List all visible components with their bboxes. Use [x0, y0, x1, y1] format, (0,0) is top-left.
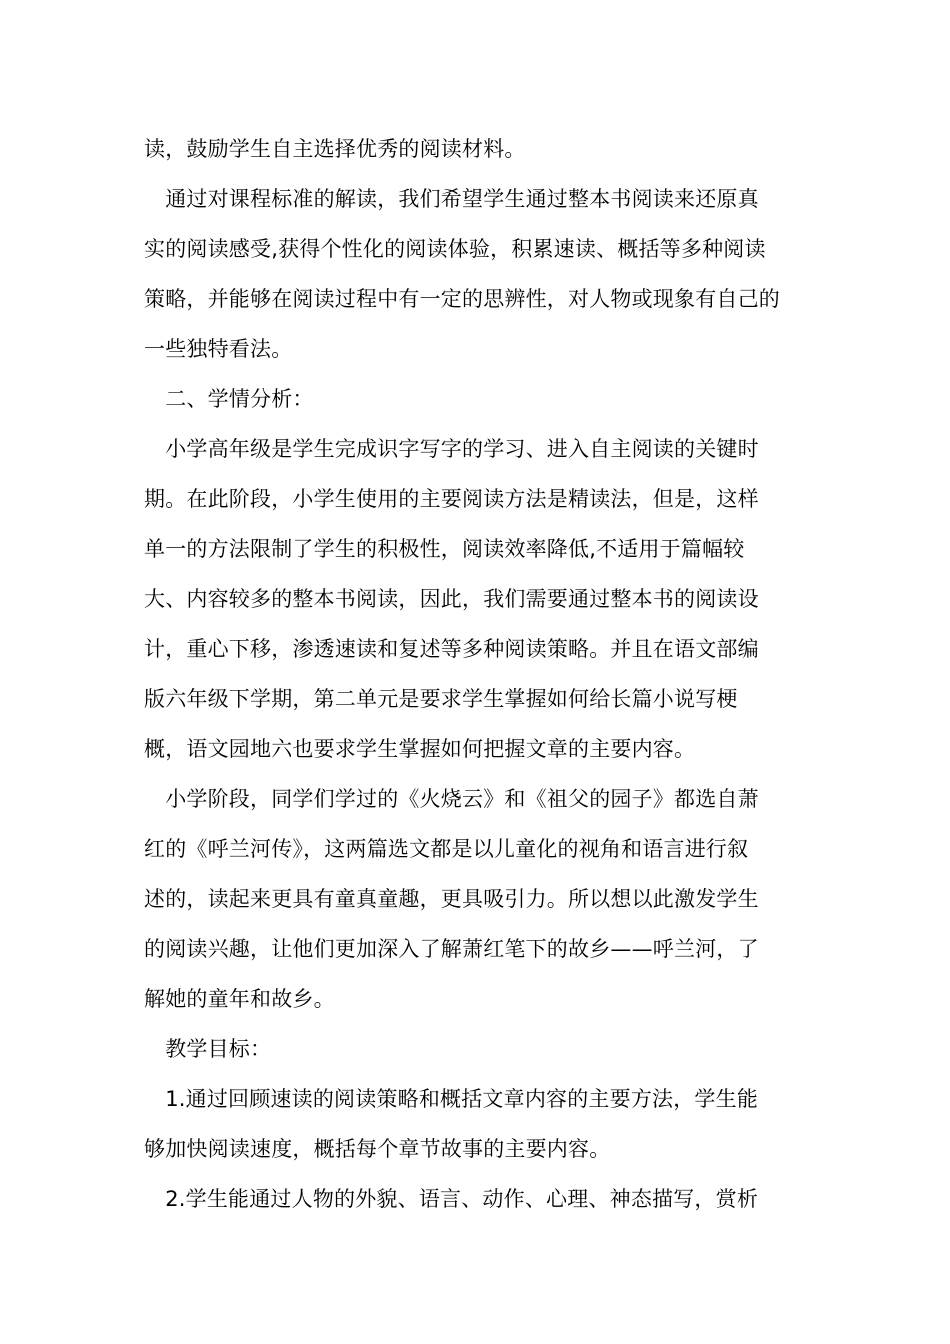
text-line: 计，重心下移，渗透速读和复述等多种阅读策略。并且在语文部编: [144, 637, 759, 661]
text-line: 1.通过回顾速读的阅读策略和概括文章内容的主要方法，学生能: [144, 1087, 759, 1111]
text-line: 概，语文园地六也要求学生掌握如何把握文章的主要内容。: [144, 737, 696, 761]
text-line: 小学高年级是学生完成识字写字的学习、进入自主阅读的关键时: [144, 437, 759, 461]
text-line: 策略，并能够在阅读过程中有一定的思辨性，对人物或现象有自己的: [144, 287, 780, 311]
section-heading: 教学目标：: [144, 1037, 272, 1061]
text-line: 2.学生能通过人物的外貌、语言、动作、心理、神态描写，赏析: [144, 1187, 759, 1211]
text-line: 大、内容较多的整本书阅读，因此，我们需要通过整本书的阅读设: [144, 587, 759, 611]
text-line: 够加快阅读速度，概括每个章节故事的主要内容。: [144, 1137, 611, 1161]
section-heading: 二、学情分析：: [144, 387, 314, 411]
text-line: 红的《呼兰河传》，这两篇选文都是以儿童化的视角和语言进行叙: [144, 837, 749, 861]
text-line: 的阅读兴趣，让他们更加深入了解萧红笔下的故乡——呼兰河，了: [144, 937, 759, 961]
text-line: 一些独特看法。: [144, 337, 293, 361]
text-line: 述的，读起来更具有童真童趣，更具吸引力。所以想以此激发学生: [144, 887, 759, 911]
text-line: 版六年级下学期，第二单元是要求学生掌握如何给长篇小说写梗: [144, 687, 738, 711]
text-line: 读，鼓励学生自主选择优秀的阅读材料。: [144, 137, 526, 161]
document-body: [144, 124, 808, 1224]
text-line: 解她的童年和故乡。: [144, 987, 335, 1011]
text-line: 期。在此阶段，小学生使用的主要阅读方法是精读法，但是，这样: [144, 487, 759, 511]
text-line: 通过对课程标准的解读，我们希望学生通过整本书阅读来还原真: [144, 187, 759, 211]
text-line: 小学阶段，同学们学过的《火烧云》和《祖父的园子》都选自萧: [144, 787, 759, 811]
text-line: 单一的方法限制了学生的积极性，阅读效率降低,不适用于篇幅较: [144, 537, 745, 561]
text-line: 实的阅读感受,获得个性化的阅读体验，积累速读、概括等多种阅读: [144, 237, 766, 261]
